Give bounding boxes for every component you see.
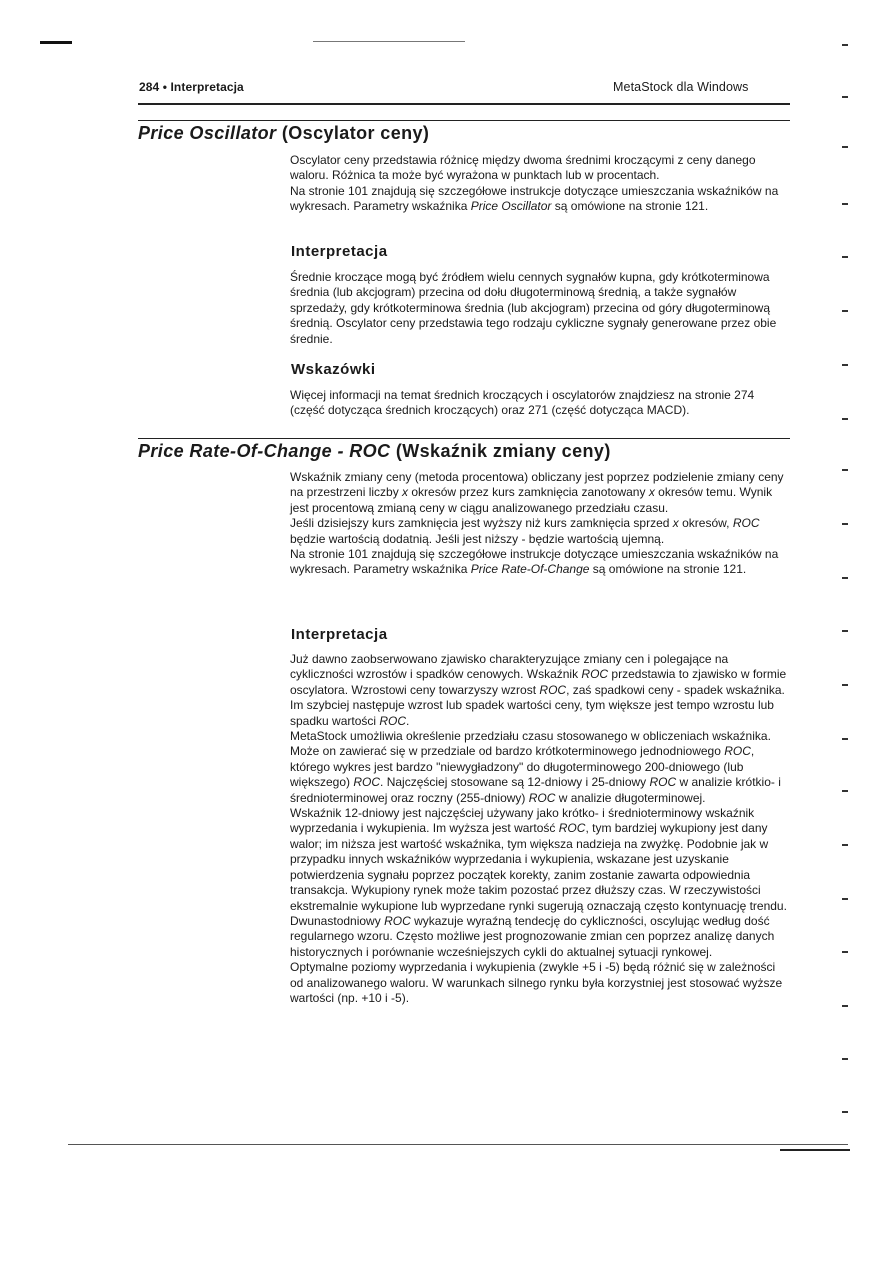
header-rule bbox=[138, 103, 790, 105]
margin-mark bbox=[842, 44, 848, 46]
section2-intro bbox=[290, 470, 790, 578]
margin-mark bbox=[842, 203, 848, 205]
section2-interp-p4: Dwunastodniowy ROC wykazuje wyraźną tendecję do cykliczności, oscylując według dość regularnego wzoru. Często możliwe jest prognozowanie zmian cen poprzez analizę danych historycznych i porównanie wcześniejszych cykli do aktualnej sytuacji rynkowej. bbox=[290, 913, 775, 959]
section2-title-roc: ROC bbox=[349, 441, 391, 461]
section2-title-rest: (Wskaźnik zmiany ceny) bbox=[390, 441, 611, 461]
section2-title-italic: Price Rate-Of-Change - bbox=[138, 441, 350, 461]
section1-intro-p2: Na stronie 101 znajdują się szczegółowe instrukcje dotyczące umieszczania wskaźników na wykresach. Parametry wskaźnika Price Oscillator są omówione na stronie 121. bbox=[290, 183, 779, 214]
footer-rule-thick bbox=[780, 1149, 850, 1151]
section2-intro-p2: Jeśli dzisiejszy kurs zamknięcia jest wyższy niż kurs zamknięcia sprzed x okresów, ROC będzie wartością dodatnią. Jeśli jest niższy - będzie wartością ujemną. bbox=[290, 516, 760, 546]
margin-mark bbox=[842, 844, 848, 846]
running-head-right: MetaStock dla Windows bbox=[613, 80, 749, 94]
section1-intro bbox=[290, 153, 790, 215]
section2-rule bbox=[138, 438, 790, 439]
margin-mark bbox=[842, 96, 848, 98]
margin-mark bbox=[842, 469, 848, 471]
section1-rule bbox=[138, 120, 790, 121]
margin-mark bbox=[842, 523, 848, 525]
margin-mark bbox=[842, 898, 848, 900]
section1-wskazowki-heading: Wskazówki bbox=[291, 361, 376, 378]
margin-mark bbox=[842, 1111, 848, 1113]
crop-line-top bbox=[313, 41, 465, 42]
margin-mark bbox=[842, 418, 848, 420]
section2-title bbox=[138, 441, 611, 462]
footer-rule bbox=[68, 1144, 848, 1145]
section1-title-italic: Price Oscillator bbox=[138, 123, 277, 143]
margin-mark bbox=[842, 256, 848, 258]
margin-mark bbox=[842, 951, 848, 953]
section1-wskazowki-text: Więcej informacji na temat średnich kroczących i oscylatorów znajdziesz na stronie 274 (część dotycząca średnich kroczących) oraz 271 (część dotycząca MACD). bbox=[290, 388, 755, 418]
running-head-left: 284 • Interpretacja bbox=[139, 80, 244, 94]
margin-mark bbox=[842, 790, 848, 792]
margin-mark bbox=[842, 310, 848, 312]
margin-mark bbox=[842, 738, 848, 740]
section1-interpretacja-text: Średnie kroczące mogą być źródłem wielu cennych sygnałów kupna, gdy krótkoterminowa średnia (lub akcjogram) przecina od dołu długoterminową średnią, a także sygnałów sprzedaży, gdy krótkoterminowa średnia (lub akcjogram) przecina od góry długoterminową średnią. Oscylator ceny przedstawia tego rodzaju cykliczne sygnały generowane przez obie średnie. bbox=[290, 270, 777, 346]
section2-interpretacja-text bbox=[290, 652, 790, 1006]
section2-interp-p2: MetaStock umożliwia określenie przedziału czasu stosowanego w obliczeniach wskaźnika. Może on zawierać się w przedziale od bardzo krótkoterminowego jednodniowego ROC, którego wykres jest bardzo "niewygładzony" do długoterminowego 200-dniowego (lub większego) ROC. Najczęściej stosowane są 12-dniowy i 25-dniowy ROC w analizie krótkio- i średnioterminowej oraz roczny (255-dniowy) ROC w analizie długoterminowej. bbox=[290, 729, 781, 805]
section1-interpretacja-heading: Interpretacja bbox=[291, 243, 388, 260]
crop-mark-top-left bbox=[40, 41, 72, 44]
section1-title bbox=[138, 123, 429, 144]
margin-mark bbox=[842, 364, 848, 366]
margin-mark bbox=[842, 1005, 848, 1007]
section2-intro-p1: Wskaźnik zmiany ceny (metoda procentowa) obliczany jest poprzez podzielenie zmiany ceny na przestrzeni liczby x okresów przez kurs zamknięcia zanotowany x okresów temu. Wynik jest procentową zmianą ceny w ciągu analizowanego przedziału czasu. bbox=[290, 470, 784, 515]
margin-mark bbox=[842, 577, 848, 579]
section2-intro-p3: Na stronie 101 znajdują się szczegółowe instrukcje dotyczące umieszczania wskaźników na wykresach. Parametry wskaźnika Price Rate-Of-Change są omówione na stronie 121. bbox=[290, 547, 779, 577]
section2-interpretacja-heading: Interpretacja bbox=[291, 626, 388, 643]
section2-interp-p1: Już dawno zaobserwowano zjawisko charakteryzujące zmiany cen i polegające na cykliczności wzrostów i spadków cenowych. Wskaźnik ROC przedstawia to zjawisko w formie oscylatora. Wzrostowi ceny towarzyszy wzrost ROC, zaś spadkowi ceny - spadek wskaźnika. Im szybciej następuje wzrost lub spadek wartości ceny, tym większe jest tempo wzrostu lub spadku wartości ROC. bbox=[290, 652, 787, 728]
section1-intro-p1: Oscylator ceny przedstawia różnicę między dwoma średnimi kroczącymi z ceny danego waloru. Różnica ta może być wyrażona w punktach lub w procentach. bbox=[290, 153, 756, 183]
margin-mark bbox=[842, 630, 848, 632]
margin-mark bbox=[842, 146, 848, 148]
margin-mark bbox=[842, 684, 848, 686]
section2-interp-p3: Wskaźnik 12-dniowy jest najczęściej używany jako krótko- i średnioterminowy wskaźnik wyprzedania i wykupienia. Im wyższa jest wartość ROC, tym bardziej wykupiony jest dany walor; im niższa jest wartość wskaźnika, tym większa nadzieja na zwyżkę. Podobnie jak w przypadku innych wskaźników wyprzedania i wykupienia, wskazane jest uzyskanie potwierdzenia sygnału poprzez początek korekty, zanim zostanie zawarta odpowiednia transakcja. Wykupiony rynek może takim pozostać przez dłuższy czas. W rzeczywistości ekstremalnie wykupione lub wyprzedane rynki sugerują oznaczają często kontynuację trendu. bbox=[290, 806, 787, 913]
section1-title-rest: (Oscylator ceny) bbox=[276, 123, 430, 143]
section2-interp-p5: Optymalne poziomy wyprzedania i wykupienia (zwykle +5 i -5) będą różnić się w zależności od analizowanego waloru. W warunkach silnego rynku była korzystniej jest stosować wyższe wartości (np. +10 i -5). bbox=[290, 960, 783, 1005]
margin-mark bbox=[842, 1058, 848, 1060]
